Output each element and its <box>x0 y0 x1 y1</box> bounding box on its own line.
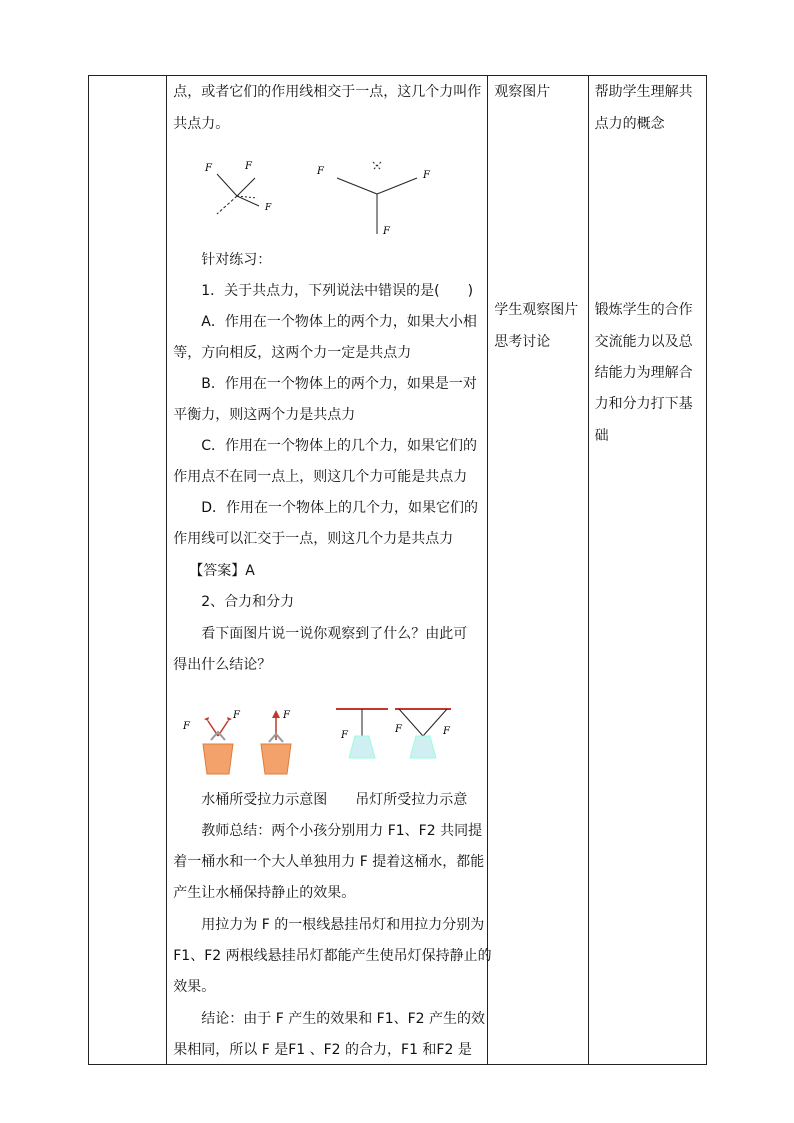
text-line: 作用线可以汇交于一点，则这几个力是共点力 <box>173 531 454 547</box>
text-line: 点，或者它们的作用线相交于一点，这几个力叫作 <box>173 84 482 100</box>
text-line: 交流能力以及总 <box>594 334 693 350</box>
force-label: F <box>443 726 451 737</box>
text-line: 用拉力为 F 的一根线悬挂吊灯和用拉力分别为 <box>201 917 485 933</box>
force-label: F <box>233 710 241 721</box>
text-line: 2、合力和分力 <box>201 594 295 610</box>
text-line: 思考讨论 <box>494 334 551 350</box>
three-force-sketch <box>337 162 417 234</box>
figure-caption: 水桶所受拉力示意图 吊灯所受拉力示意 <box>201 792 468 808</box>
text-line: 础 <box>594 428 609 444</box>
force-label: F <box>383 226 391 234</box>
force-label: F <box>283 710 291 721</box>
force-label: F <box>317 166 325 177</box>
text-line: 看下面图片说一说你观察到了什么？由此可 <box>201 626 468 642</box>
text-line: 针对练习： <box>201 252 272 268</box>
bucket-two-forces <box>203 717 233 774</box>
content-column <box>167 76 492 1064</box>
column-1-cell <box>89 76 167 1065</box>
star-sketch <box>217 174 259 214</box>
text-line: 产生让水桶保持静止的效果。 <box>173 885 356 901</box>
force-label: F <box>245 161 253 172</box>
concurrent-forces-figure <box>197 154 457 234</box>
force-label: F <box>265 203 272 213</box>
design-intent-cell <box>588 76 706 1065</box>
force-label: F <box>205 163 213 174</box>
text-line: 【答案】A <box>189 563 255 579</box>
text-line: 教师总结：两个小孩分别用力 F1、F2 共同提 <box>201 823 483 839</box>
table-row <box>89 76 707 1065</box>
text-line: 果相同，所以 F 是F1 、F2 的合力，F1 和F2 是 <box>173 1042 472 1058</box>
text-line: 观察图片 <box>494 84 551 100</box>
text-line: C．作用在一个物体上的几个力，如果它们的 <box>201 438 478 454</box>
content-cell <box>167 76 492 1065</box>
text-line: 着一桶水和一个大人单独用力 F 提着这桶水，都能 <box>173 854 485 870</box>
force-label: F <box>341 730 349 741</box>
student-activity-cell <box>488 76 588 1065</box>
lesson-table <box>88 75 707 1065</box>
text-line: 作用点不在同一点上，则这几个力可能是共点力 <box>173 469 468 485</box>
text-line: A．作用在一个物体上的两个力，如果大小相 <box>201 314 477 330</box>
force-label: F <box>423 170 431 181</box>
force-label: F <box>395 724 403 735</box>
text-line: 锻炼学生的合作 <box>594 302 693 318</box>
text-line: D．作用在一个物体上的几个力，如果它们的 <box>201 500 479 516</box>
text-line: 得出什么结论？ <box>173 657 272 673</box>
text-line: 结能力为理解合 <box>594 365 693 381</box>
text-line: 效果。 <box>173 979 216 995</box>
force-label: F <box>183 721 191 732</box>
text-line: 1．关于共点力，下列说法中错误的是( ) <box>201 283 474 299</box>
bucket-lamp-figure <box>173 696 473 781</box>
text-line: 共点力。 <box>173 116 230 132</box>
text-line: 结论：由于 F 产生的效果和 F1、F2 产生的效 <box>201 1011 486 1027</box>
text-line: B．作用在一个物体上的两个力，如果是一对 <box>201 376 477 392</box>
text-line: 帮助学生理解共 <box>594 84 693 100</box>
text-line: 学生观察图片 <box>494 302 579 318</box>
text-line: F1、F2 两根线悬挂吊灯都能产生使吊灯保持静止的 <box>173 948 492 964</box>
text-line: 平衡力，则这两个力是共点力 <box>173 407 356 423</box>
text-line: 等，方向相反，这两个力一定是共点力 <box>173 345 412 361</box>
text-line: 点力的概念 <box>594 116 665 132</box>
text-line: 力和分力打下基 <box>594 396 693 412</box>
